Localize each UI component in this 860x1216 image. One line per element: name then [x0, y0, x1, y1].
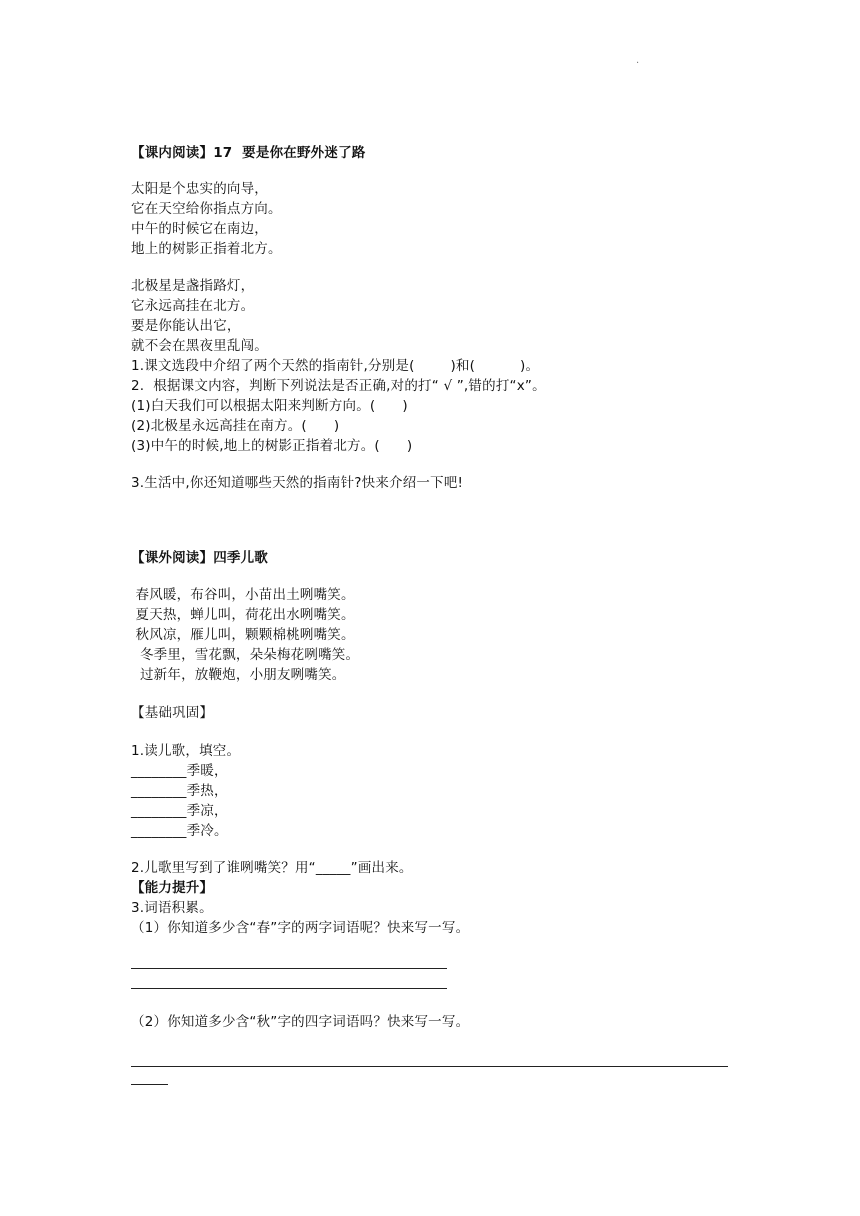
question-1: 1.课文选段中介绍了两个天然的指南针,分别是( )和( )。: [131, 358, 540, 374]
poem1-line: 北极星是盏指路灯，: [131, 278, 255, 294]
answer-line[interactable]: [131, 988, 447, 989]
poem2-line: 过新年，放鞭炮，小朋友咧嘴笑。: [131, 667, 346, 683]
question-2-item-3: (3)中午的时候,地上的树影正指着北方。( ): [131, 438, 413, 454]
vocab-question-1: （1）你知道多少含“春”字的两字词语呢？快来写一写。: [131, 920, 470, 936]
question-2-item-1: (1)白天我们可以根据太阳来判断方向。( ): [131, 398, 408, 414]
underline-question: 2.儿歌里写到了谁咧嘴笑？用“_____”画出来。: [131, 860, 413, 876]
basic-heading: 【基础巩固】: [131, 705, 214, 721]
poem1-line: 太阳是个忠实的向导，: [131, 181, 268, 197]
question-2-item-2: (2)北极星永远高挂在南方。( ): [131, 418, 340, 434]
section2-title: 【课外阅读】四季儿歌: [131, 550, 268, 566]
fill-question: 1.读儿歌，填空。: [131, 743, 241, 759]
fill-item: ________季热，: [131, 783, 228, 799]
poem1-line: 它在天空给你指点方向。: [131, 201, 282, 217]
poem1-line: 地上的树影正指着北方。: [131, 241, 282, 257]
section1-title: 【课内阅读】17 要是你在野外迷了路: [131, 145, 366, 161]
poem2-line: 秋风凉，雁儿叫，颗颗棉桃咧嘴笑。: [131, 627, 355, 643]
fill-item: ________季暖，: [131, 763, 228, 779]
advance-heading: 【能力提升】: [131, 880, 214, 896]
poem2-line: 冬季里，雪花飘，朵朵梅花咧嘴笑。: [131, 647, 360, 663]
poem2-line: 夏天热，蝉儿叫，荷花出水咧嘴笑。: [131, 607, 355, 623]
answer-line[interactable]: [131, 1084, 168, 1085]
poem1-line: 就不会在黑夜里乱闯。: [131, 338, 268, 354]
vocab-question-2: （2）你知道多少含“秋”字的四字词语吗？快来写一写。: [131, 1014, 470, 1030]
answer-line[interactable]: [131, 968, 447, 969]
poem1-line: 要是你能认出它，: [131, 318, 241, 334]
poem1-line: 中午的时候它在南边，: [131, 221, 268, 237]
vocab-question: 3.词语积累。: [131, 900, 213, 916]
fill-item: ________季冷。: [131, 823, 228, 839]
fill-item: ________季凉，: [131, 803, 228, 819]
header-mark: ·: [636, 58, 640, 69]
answer-line[interactable]: [131, 1066, 728, 1067]
question-2: 2. 根据课文内容，判断下列说法是否正确,对的打“ √ ”,错的打“x”。: [131, 378, 546, 394]
question-3: 3.生活中,你还知道哪些天然的指南针?快来介绍一下吧!: [131, 475, 464, 491]
poem2-line: 春风暖，布谷叫，小苗出土咧嘴笑。: [131, 587, 355, 603]
poem1-line: 它永远高挂在北方。: [131, 298, 255, 314]
